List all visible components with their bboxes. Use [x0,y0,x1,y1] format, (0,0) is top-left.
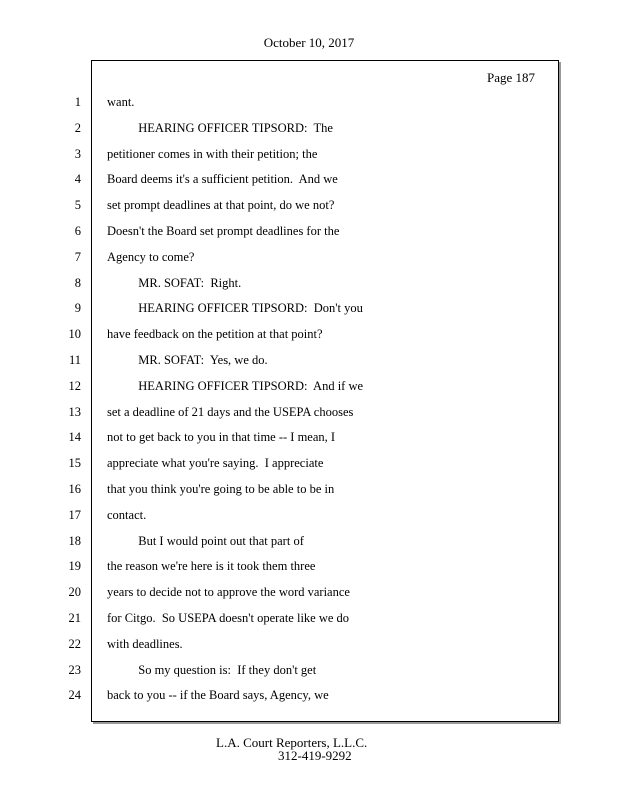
line-number: 20 [68,585,81,600]
footer-phone: 312-419-9292 [278,748,352,763]
transcript-line: for Citgo. So USEPA doesn't operate like we do [107,610,350,625]
transcript-line: HEARING OFFICER TIPSORD: The [107,120,333,135]
line-number: 23 [68,662,81,677]
line-number: 14 [68,430,81,445]
line-number: 22 [68,636,81,651]
transcript-line: appreciate what you're saying. I appreciate [107,456,324,471]
transcript-line: Board deems it's a sufficient petition. And we [107,172,338,187]
line-number: 24 [68,688,81,703]
transcript-line: years to decide not to approve the word variance [107,585,350,600]
line-number: 9 [74,301,81,316]
transcript-line: So my question is: If they don't get [107,662,317,677]
line-number: 5 [74,198,81,213]
line-number: 6 [74,223,81,238]
transcript-line: that you think you're going to be able to be in [107,481,335,496]
transcript-line: MR. SOFAT: Yes, we do. [107,352,268,367]
transcript-line: want. [107,95,135,109]
line-number: 13 [68,404,81,419]
page-number: Page 187 [487,70,536,85]
line-number: 2 [74,120,81,135]
line-number: 4 [74,172,81,187]
line-number: 18 [68,533,81,548]
transcript-line: Agency to come? [107,249,195,264]
line-number: 15 [68,456,81,471]
line-number: 19 [68,559,81,574]
transcript-text [107,90,547,709]
line-number: 16 [68,481,81,496]
transcript-line: back to you -- if the Board says, Agency, we [107,688,329,703]
line-number-column [0,90,81,709]
transcript-line: HEARING OFFICER TIPSORD: And if we [107,378,364,393]
line-number: 17 [68,507,81,522]
transcript-line: set a deadline of 21 days and the USEPA chooses [107,404,354,419]
line-number: 8 [74,275,81,290]
line-number: 1 [74,95,81,109]
transcript-line: Doesn't the Board set prompt deadlines for the [107,223,340,238]
line-number: 12 [68,378,81,393]
transcript-line: have feedback on the petition at that point? [107,327,323,342]
footer-company: L.A. Court Reporters, L.L.C. [216,735,368,750]
transcript-line: contact. [107,507,147,522]
line-number: 7 [74,249,81,264]
transcript-line: the reason we're here is it took them three [107,559,316,574]
transcript-line: petitioner comes in with their petition; the [107,146,318,161]
line-number: 10 [68,327,81,342]
transcript-line: not to get back to you in that time -- I mean, I [107,430,336,445]
transcript-line: HEARING OFFICER TIPSORD: Don't you [107,301,363,316]
line-number: 11 [68,352,81,367]
transcript-line: MR. SOFAT: Right. [107,275,242,290]
line-number: 3 [74,146,81,161]
transcript-line: But I would point out that part of [107,533,304,548]
transcript-line: with deadlines. [107,636,183,651]
transcript-line: set prompt deadlines at that point, do we not? [107,198,335,213]
header-date: October 10, 2017 [263,35,355,50]
line-number: 21 [68,610,81,625]
